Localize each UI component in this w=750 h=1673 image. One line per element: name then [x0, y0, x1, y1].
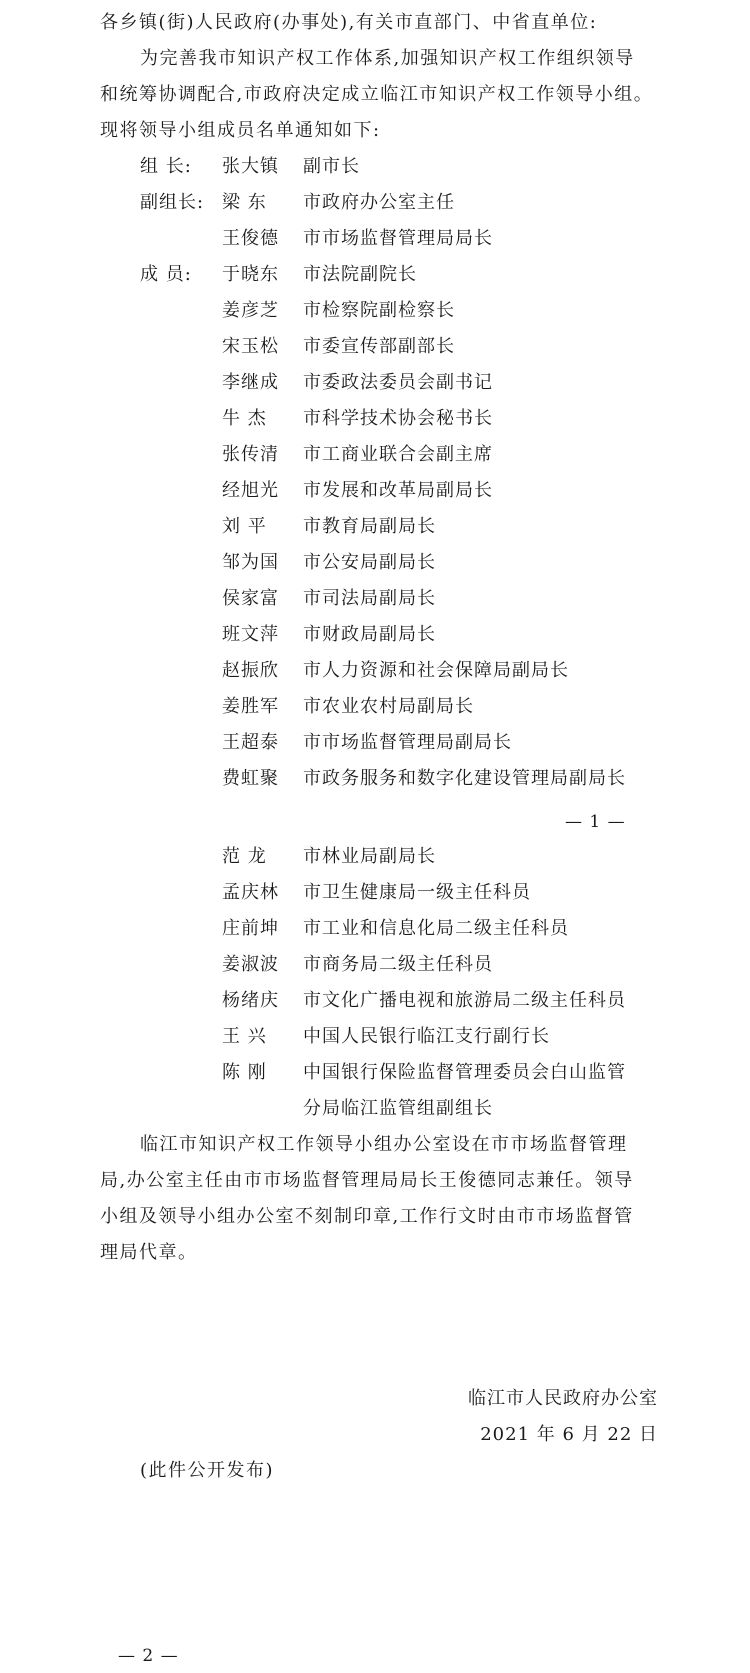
member-title: 市发展和改革局副局长	[303, 480, 493, 501]
member-name: 王 兴	[222, 1026, 267, 1047]
member-title: 市检察院副检察长	[303, 300, 455, 321]
signature-org: 临江市人民政府办公室	[468, 1388, 658, 1409]
member-name: 王超泰	[222, 732, 279, 753]
member-name: 费虹聚	[222, 768, 279, 789]
member-title: 中国银行保险监督管理委员会白山监管	[303, 1062, 626, 1083]
member-name: 牛 杰	[222, 408, 267, 429]
member-name: 侯家富	[222, 588, 279, 609]
intro-para-line-2: 和统筹协调配合,市政府决定成立临江市知识产权工作领导小组。	[100, 84, 654, 105]
member-title: 市市场监督管理局局长	[303, 228, 493, 249]
member-title: 中国人民银行临江支行副行长	[303, 1026, 550, 1047]
member-title: 市卫生健康局一级主任科员	[303, 882, 531, 903]
address-line: 各乡镇(街)人民政府(办事处),有关市直部门、中省直单位:	[100, 12, 598, 33]
signature-date: 2021 年 6 月 22 日	[480, 1424, 658, 1445]
member-title: 副市长	[303, 156, 360, 177]
member-name: 邹为国	[222, 552, 279, 573]
member-title: 市教育局副局长	[303, 516, 436, 537]
member-name: 于晓东	[222, 264, 279, 285]
member-name: 经旭光	[222, 480, 279, 501]
role-members-label: 成 员:	[140, 264, 192, 285]
office-para-line-3: 小组及领导小组办公室不刻制印章,工作行文时由市市场监督管	[100, 1206, 634, 1227]
member-title: 市农业农村局副局长	[303, 696, 474, 717]
member-title: 市财政局副局长	[303, 624, 436, 645]
office-para-line-2: 局,办公室主任由市市场监督管理局局长王俊德同志兼任。领导	[100, 1170, 634, 1191]
member-name: 张传清	[222, 444, 279, 465]
member-title: 市政府办公室主任	[303, 192, 455, 213]
member-title: 市工商业联合会副主席	[303, 444, 493, 465]
member-name: 姜淑波	[222, 954, 279, 975]
member-name: 王俊德	[222, 228, 279, 249]
member-name: 庄前坤	[222, 918, 279, 939]
office-para-line-4: 理局代章。	[100, 1242, 198, 1263]
role-leader-label: 组 长:	[140, 156, 192, 177]
member-title: 市工业和信息化局二级主任科员	[303, 918, 569, 939]
office-para-line-1: 临江市知识产权工作领导小组办公室设在市市场监督管理	[140, 1134, 628, 1155]
page-number-1: — 1 —	[565, 812, 626, 832]
member-name: 姜胜军	[222, 696, 279, 717]
member-title: 市委宣传部副部长	[303, 336, 455, 357]
member-name: 梁 东	[222, 192, 267, 213]
member-name: 孟庆林	[222, 882, 279, 903]
member-title: 市人力资源和社会保障局副局长	[303, 660, 569, 681]
member-title: 市公安局副局长	[303, 552, 436, 573]
member-title: 市市场监督管理局副局长	[303, 732, 512, 753]
member-name: 班文萍	[222, 624, 279, 645]
member-title: 市委政法委员会副书记	[303, 372, 493, 393]
member-name: 宋玉松	[222, 336, 279, 357]
member-title: 市科学技术协会秘书长	[303, 408, 493, 429]
intro-para-line-1: 为完善我市知识产权工作体系,加强知识产权工作组织领导	[140, 48, 635, 69]
member-title: 市司法局副局长	[303, 588, 436, 609]
member-name: 刘 平	[222, 516, 267, 537]
page-number-2: — 2 —	[118, 1646, 179, 1666]
intro-para-line-3: 现将领导小组成员名单通知如下:	[100, 120, 381, 141]
member-title: 市林业局副局长	[303, 846, 436, 867]
member-name: 赵振欣	[222, 660, 279, 681]
role-deputy-label: 副组长:	[140, 192, 205, 213]
member-name: 张大镇	[222, 156, 279, 177]
member-name: 陈 刚	[222, 1062, 267, 1083]
member-title: 市商务局二级主任科员	[303, 954, 493, 975]
member-title: 市文化广播电视和旅游局二级主任科员	[303, 990, 626, 1011]
public-note: (此件公开发布)	[140, 1460, 275, 1481]
member-title: 市法院副院长	[303, 264, 417, 285]
member-name: 姜彦芝	[222, 300, 279, 321]
member-name: 杨绪庆	[222, 990, 279, 1011]
member-name: 李继成	[222, 372, 279, 393]
member-title: 市政务服务和数字化建设管理局副局长	[303, 768, 626, 789]
member-name: 范 龙	[222, 846, 267, 867]
